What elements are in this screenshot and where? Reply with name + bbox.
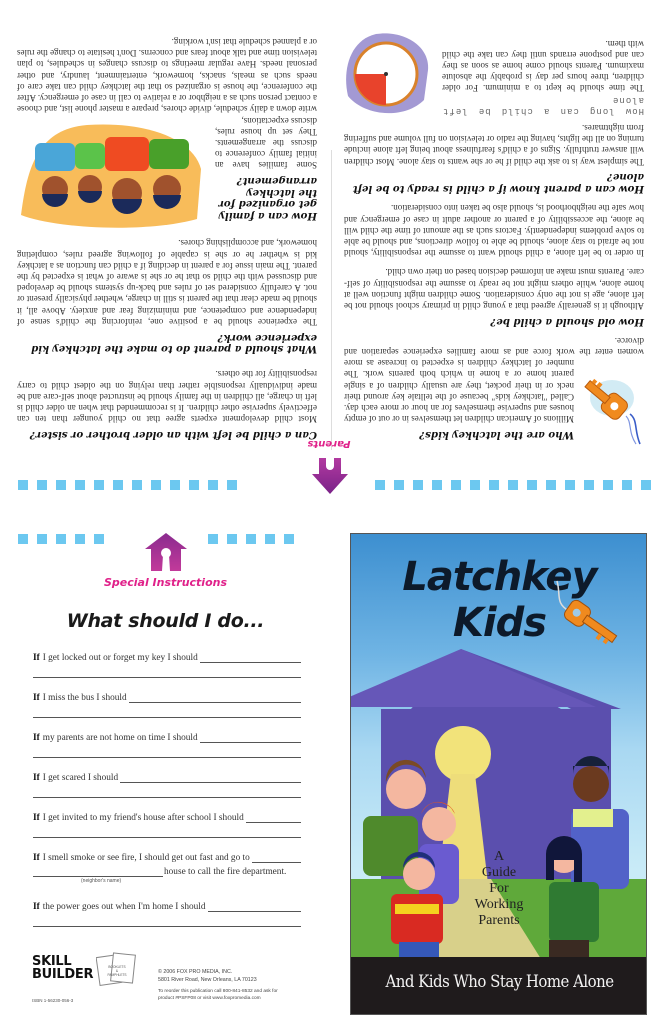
prompt-locked-out [33,653,301,678]
reorder-line-2: product #PSFP08 or visit www.foxpromedia.com [158,996,261,1001]
prompt-text: I get locked out or forget my key I should [42,653,198,663]
if-label: If [33,693,40,703]
cover-guide-text [449,849,549,929]
answer-line[interactable] [33,797,301,798]
paragraph: In order to be left alone, a child should want to assume the responsibility, should not be afraid to stay alone, should be able to follow directions, and should be able to solve problems independently. Factors such as the amount of time the child will be alone, the accessibility of a parent or another adult in case of emergency and how safe the neighborhood is, should also be taken into consideration. [344,203,644,259]
svg-text:&: & [115,969,119,973]
what-should-i-do-heading: What should I do... [66,610,265,632]
isbn: ISBN 1-56230-056-3 [32,998,74,1003]
answer-line[interactable] [200,654,301,663]
answer-line[interactable] [33,837,301,838]
paragraph: write down a daily schedule, divide chores, prepare a master phone list, and choose a contact person such as a neighbor or a relative to call in case of emergency. After the conference, the house is organized so that the latchkey child can take care of needs such as meals, snacks, homework, entertainment, laundry, and other personal needs. Have regular meetings to discuss changes in schedules, to plan television time and talk about fears and concerns. Don't hesitate to change the rules or a planned schedule that isn't working. [17,37,317,115]
copyright: © 2006 FOX PRO MEDIA, INC. [158,969,233,975]
question-heading: How can a parent know if a child is ready to be left alone? [352,171,644,196]
parents-column-1 [344,0,644,448]
publisher-info [158,968,278,1002]
answer-line[interactable] [246,814,301,823]
guide-line: A [493,849,505,864]
prompt-text: I smell smoke or see fire, I should get out fast and go to [42,853,250,863]
answer-line[interactable] [33,717,301,718]
prompt-parents-late [33,733,301,758]
brand-line-2: BUILDER [32,967,94,982]
answer-line[interactable] [33,757,301,758]
neighbor-name-label: (neighbor's name) [81,878,122,884]
brand-line-1: SKILL [32,954,72,969]
if-label: If [33,653,40,663]
svg-text:BOOKLETS: BOOKLETS [108,965,126,969]
cover-title-line-2: Kids [452,600,547,646]
paragraph: The experience should be a positive one, reinforcing the child's sense of independence and competence, and minimizing fear and anxiety. Above all, it should be made clear that the parent is still in charge, whether physically present or not. A carefully considered set of rules and back-up systems should be developed and discussed with the child so that he or she is aware of what is expected by the parent. The main issue for a parent in deciding if a child can function as a latchkey kid is whether he or she is capable of following agreed rules, completing homework, and accomplishing chores. [17,238,317,327]
question-heading: How old should a child be? [490,315,644,328]
guide-line: For [489,881,509,896]
dotted-divider-left [18,480,237,490]
guide-line: Working [474,897,524,912]
prompt-text: I get invited to my friend's house after school I should [42,813,244,823]
cover-key-icon [551,579,631,649]
if-label: If [33,853,40,863]
svg-text:PAMPHLETS: PAMPHLETS [107,973,127,977]
prompt-text: I miss the bus I should [42,693,127,703]
special-instructions-title: Special Instructions [103,576,228,589]
question-heading: What should a parent do to make the latchkey kid experience work? [31,331,317,356]
if-label: If [33,733,40,743]
family-illustration-icon [17,119,207,229]
paragraph: Some families have an initial family conference to discuss the arrangements. They set up house rules, discuss expectations, [215,115,317,171]
answer-line[interactable] [120,774,301,783]
clock-illustration-icon [344,30,434,120]
prompt-miss-bus [33,693,301,718]
answer-line[interactable] [129,694,301,703]
address: 5801 River Road, New Orleans, LA 70123 [158,977,257,983]
parents-panel-upside-down [0,0,662,470]
guide-line: Guide [481,865,517,880]
skill-builder-logo [32,955,93,981]
column-divider [331,150,332,450]
prompt-invited [33,813,301,838]
cover-title-line-1: Latchkey [402,554,597,600]
down-arrow-icon [311,458,349,496]
paragraph: Although it is generally agreed that a young child in primary school should not be left alone, age is not the only consideration. Some children might function well at home alone, while others might not be ready to assume the responsibility of self-care. Parents must make an informed decision based on their own child. [344,267,644,311]
prompt-continuation: house to call the fire department. [164,867,287,877]
prompt-text: my parents are not home on time I should [42,733,198,743]
guide-line: Parents [478,913,520,928]
if-label: If [33,902,40,912]
question-heading: Who are the latchkey kids? [419,429,574,441]
question-heading: Can a child be left with an older brother or sister? [29,429,317,441]
if-label: If [33,773,40,783]
prompt-scared [33,773,301,798]
paragraph: Millions of American children let themselves in or out of empty houses and supervise themselves for an hour or more each day. Called "latchkey kids" because of the telltale key around their neck or in their pocket, they are usually children of a single parent home or a home in which both parents work. The number of latchkey children is expected to increase as more women enter the work force and as more families experience separation and divorce. [344,335,644,425]
question-heading: How can a family get organized for the latchkey arrangement? [218,175,317,223]
key-illustration-icon [582,368,644,448]
answer-line[interactable] [33,677,301,678]
book-cover [350,533,647,1015]
cover-subtitle-band [351,957,647,1014]
paragraph: Most child development experts agree that no child younger than ten can effectively supervise other children. It is recommended that when an older child is left in charge, all children in the family should be instructed about self-care and be made individually responsible rather than relying on the oldest child to carry responsibility for the others. [17,369,317,425]
answer-line[interactable] [200,734,301,743]
prompt-power-out [33,902,301,927]
reorder-line-1: To reorder this publication call 800-841-8532 and ask for [158,989,278,994]
neighbor-name-line[interactable] [33,868,163,877]
parents-column-2 [17,0,317,448]
parents-section-label: Parents [307,438,351,449]
dotted-divider-right [375,480,651,490]
booklets-icon [96,952,138,986]
if-label: If [33,813,40,823]
answer-line[interactable] [208,903,301,912]
prompt-text: I get scared I should [42,773,119,783]
house-keyhole-icon [145,533,187,573]
answer-line[interactable] [33,926,301,927]
paragraph: The time should be kept to a minimum. For older children, three hours per day is probably the absolute maximum. Parents should come home as soon as they can and postpone errands until they can take the child with them. [442,38,644,94]
cover-subtitle: And Kids Who Stay Home Alone [385,972,614,992]
question-heading: How long can a child be left alone [442,94,644,116]
prompt-fire [33,853,301,884]
prompt-text: the power goes out when I'm home I should [42,902,206,912]
publisher-footer [0,930,331,1024]
paragraph: The simplest way is to ask the child if he or she wants to stay alone. Most children will answer truthfully. Signs of a child's fearfulness about being left alone include turning on all the lights, having the radio or television on full volume and suffering from nightmares. [344,123,644,167]
answer-line[interactable] [252,854,301,863]
